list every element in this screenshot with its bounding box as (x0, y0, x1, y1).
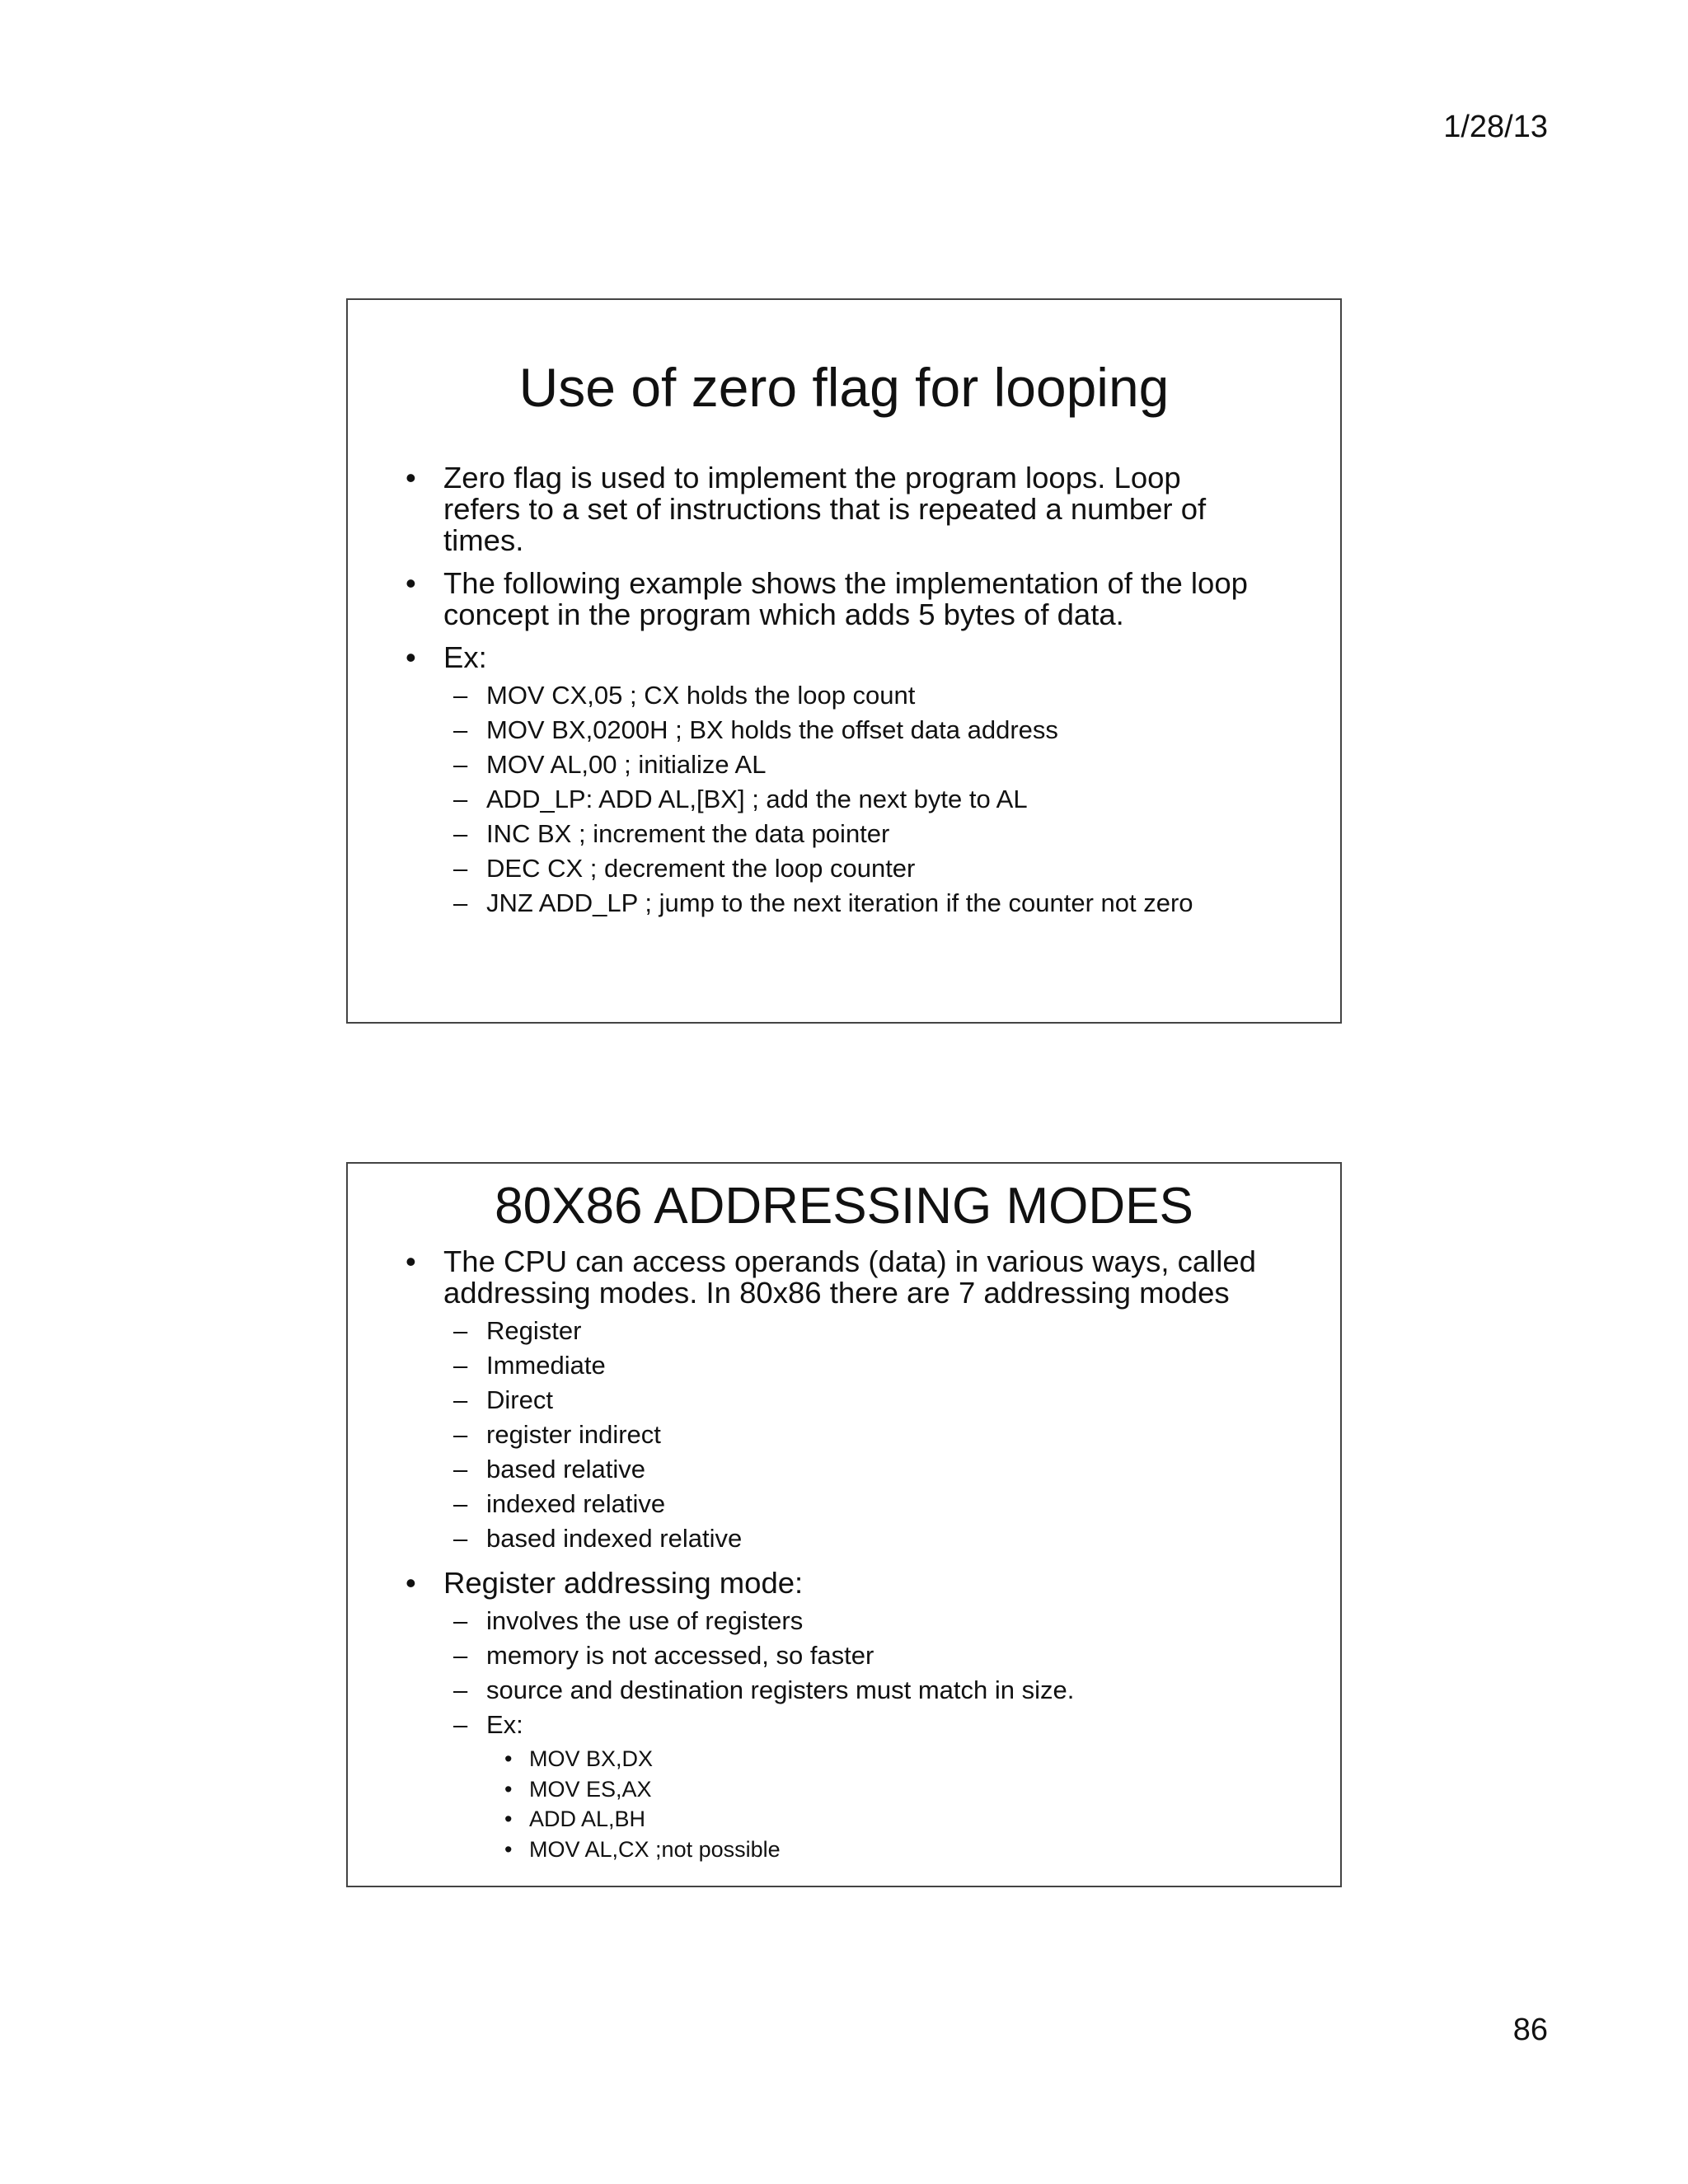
mode-item: – register indirect (443, 1418, 1266, 1452)
bullet-item: • Zero flag is used to implement the program loops. Loop refers to a set of instructions that is repeated a number of times. (348, 462, 1340, 556)
slide-addressing-modes (346, 1162, 1342, 1887)
slide-title: 80X86 ADDRESSING MODES (495, 1178, 1193, 1235)
mode-item: – indexed relative (443, 1487, 1266, 1521)
bullet-item (348, 1568, 1340, 1864)
register-point (443, 1708, 1266, 1864)
code-line: – INC BX ; increment the data pointer (443, 817, 1266, 851)
code-line: – DEC CX ; decrement the loop counter (443, 851, 1266, 886)
bullet-text: The CPU can access operands (data) in various ways, called addressing modes. In 80x86 there are 7 addressing modes (443, 1244, 1256, 1310)
register-points-list (443, 1604, 1266, 1864)
mode-item: – based indexed relative (443, 1521, 1266, 1556)
register-examples-list (486, 1744, 1266, 1864)
mode-item: – based relative (443, 1452, 1266, 1487)
bullet-item-example (348, 642, 1340, 921)
bullet-label: Ex: (443, 640, 487, 674)
register-point: – source and destination registers must match in size. (443, 1673, 1266, 1708)
bullet-text: Register addressing mode: (443, 1566, 804, 1601)
register-example: • MOV AL,CX ;not possible (486, 1835, 1266, 1865)
code-example-list (443, 678, 1266, 921)
modes-list (443, 1314, 1266, 1556)
register-example: • MOV BX,DX (486, 1744, 1266, 1774)
code-line: – MOV CX,05 ; CX holds the loop count (443, 678, 1266, 713)
mode-item: – Immediate (443, 1348, 1266, 1383)
bullet-item (348, 1246, 1340, 1556)
register-point: – involves the use of registers (443, 1604, 1266, 1638)
bullet-list (348, 462, 1340, 921)
register-example: • MOV ES,AX (486, 1774, 1266, 1805)
page-date: 1/28/13 (1443, 110, 1548, 144)
code-line: – MOV AL,00 ; initialize AL (443, 748, 1266, 782)
register-point-label: Ex: (486, 1710, 523, 1740)
mode-item: – Direct (443, 1383, 1266, 1418)
code-line: – ADD_LP: ADD AL,[BX] ; add the next byte to AL (443, 782, 1266, 817)
bullet-item: • The following example shows the implementation of the loop concept in the program which adds 5 bytes of data. (348, 568, 1340, 630)
code-line: – MOV BX,0200H ; BX holds the offset data address (443, 713, 1266, 748)
register-point: – memory is not accessed, so faster (443, 1638, 1266, 1673)
page-number: 86 (1512, 2013, 1548, 2047)
slide-zero-flag-looping (346, 298, 1342, 1024)
slide-title: Use of zero flag for looping (518, 357, 1170, 418)
bullet-list (348, 1246, 1340, 1864)
register-example: • ADD AL,BH (486, 1804, 1266, 1835)
mode-item: – Register (443, 1314, 1266, 1348)
code-line: – JNZ ADD_LP ; jump to the next iteration if the counter not zero (443, 886, 1266, 921)
